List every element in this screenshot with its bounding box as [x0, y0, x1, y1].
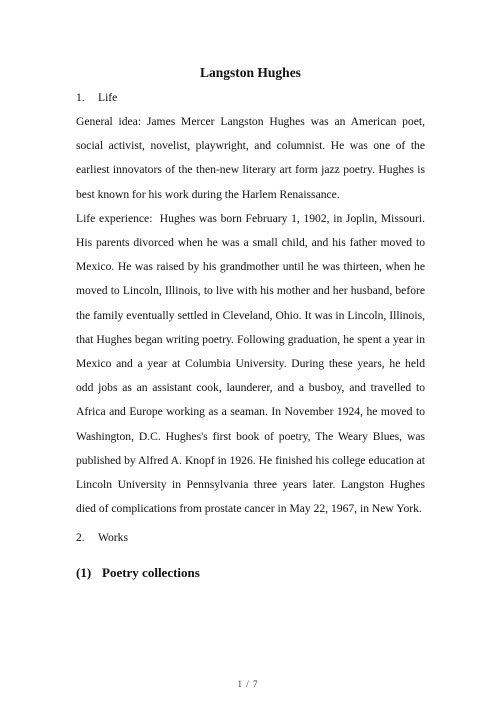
general-idea-text: James Mercer Langston Hughes was an American poet, social activist, novelist, playwright, and columnist. He was one of the earliest innovators of the then-new literary art form jazz poetry. Hughes is best known for his work during the Harlem Renaissance.	[76, 115, 425, 201]
section-title: Life	[98, 91, 118, 104]
section-heading-works	[76, 526, 425, 550]
general-idea-label: General idea:	[76, 115, 142, 128]
life-experience-text: Hughes was born February 1, 1902, in Joplin, Missouri. His parents divorced when he was a small child, and his father moved to Mexico. He was raised by his grandmother until he was thirteen, when he moved to Lincoln, Illinois, to live with his mother and her husband, before the family eventually settled in Cleveland, Ohio. It was in Lincoln, Illinois, that Hughes began writing poetry. Following graduation, he spent a year in Mexico and a year at Columbia University. During these years, he held odd jobs as an assistant cook, launderer, and a busboy, and travelled to Africa and Europe working as a seaman. In November 1924, he moved to Washington, D.C. Hughes's first book of poetry, The Weary Blues, was published by Alfred A. Knopf in 1926. He finished his college education at Lincoln University in Pennsylvania three years later. Langston Hughes died of complications from prostate cancer in May 22, 1967, in New York.	[76, 211, 428, 516]
subsection-number: (1)	[76, 565, 92, 581]
subsection-title: Poetry collections	[102, 565, 200, 581]
life-experience-paragraph	[76, 207, 428, 522]
page-indicator: 1 / 7	[237, 679, 259, 689]
section-number: 1.	[76, 91, 85, 104]
section-heading-life	[76, 86, 425, 110]
section-number: 2.	[76, 531, 85, 545]
section-title: Works	[98, 531, 128, 545]
general-idea-paragraph	[76, 110, 425, 207]
life-experience-label: Life experience:	[76, 211, 153, 225]
subsection-heading-poetry	[76, 560, 425, 586]
page-content	[76, 60, 428, 586]
page-title: Langston Hughes	[200, 65, 301, 80]
